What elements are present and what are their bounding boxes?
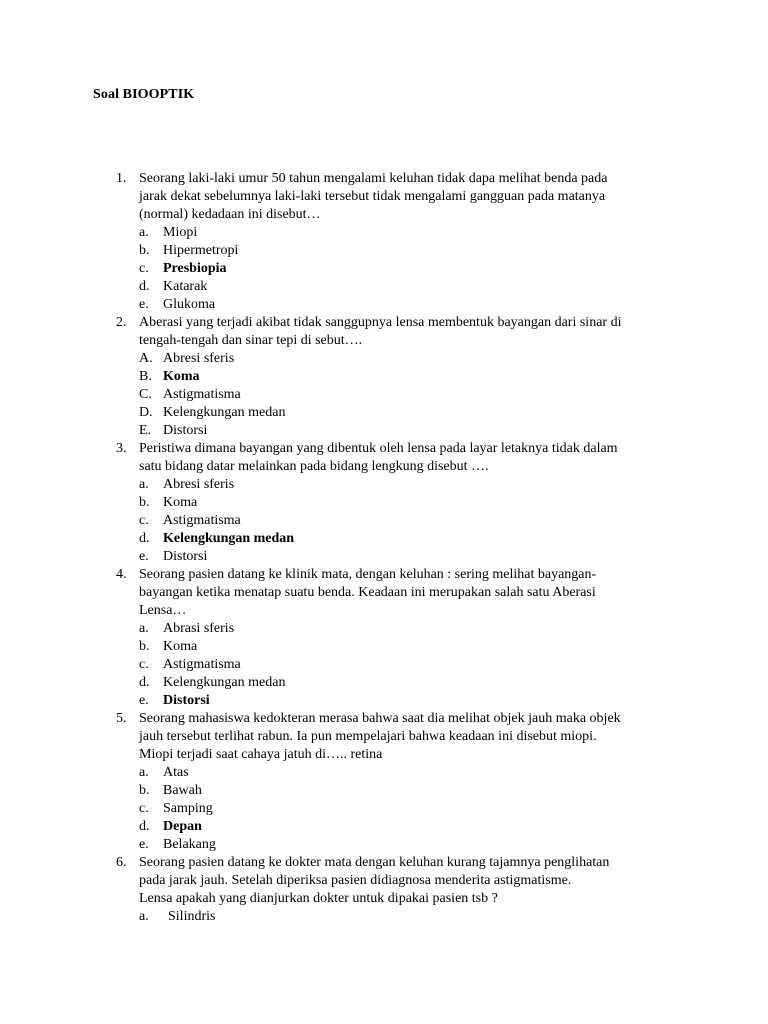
answer-option [0, 296, 768, 314]
answer-option [0, 422, 768, 440]
option-letter: d. [139, 819, 150, 834]
answer-option [0, 512, 768, 530]
option-text: Katarak [163, 279, 208, 294]
option-letter: d. [139, 279, 150, 294]
option-text: Astigmatisma [163, 513, 241, 528]
option-letter: b. [139, 639, 150, 654]
option-letter: A. [139, 351, 153, 366]
question-2 [0, 314, 768, 440]
answer-option [0, 260, 768, 278]
question-3 [0, 440, 768, 566]
option-text: Samping [163, 801, 213, 816]
option-letter: D. [139, 405, 153, 420]
question-1 [0, 170, 768, 314]
question-text: Aberasi yang terjadi akibat tidak sanggupnya lensa membentuk bayangan dari sinar di tengah-tengah dan sinar tepi di sebut…. [139, 315, 622, 348]
question-text: Peristiwa dimana bayangan yang dibentuk oleh lensa pada layar letaknya tidak dalam satu bidang datar melainkan pada bidang lengkung disebut …. [139, 441, 618, 474]
option-letter: a. [139, 621, 149, 636]
option-text: Kelengkungan medan [163, 675, 286, 690]
option-letter: e. [139, 693, 149, 708]
option-text: Astigmatisma [163, 657, 241, 672]
option-text: Koma [163, 639, 198, 654]
question-text: Seorang laki-laki umur 50 tahun mengalami keluhan tidak dapa melihat benda pada jarak dekat sebelumnya laki-laki tersebut tidak mengalami gangguan pada matanya (normal) kedadaan ini disebut… [139, 171, 608, 222]
answer-option [0, 386, 768, 404]
option-text: Bawah [163, 783, 202, 798]
option-text: Distorsi [163, 549, 208, 564]
answer-option [0, 548, 768, 566]
answer-option [0, 836, 768, 854]
question-number: 3. [116, 441, 127, 456]
option-text: Belakang [163, 837, 216, 852]
answer-option [0, 494, 768, 512]
question-number: 2. [116, 315, 127, 330]
answer-option [0, 782, 768, 800]
option-letter: b. [139, 783, 150, 798]
question-text: Seorang pasien datang ke klinik mata, dengan keluhan : sering melihat bayangan- bayangan ketika menatap suatu benda. Keadaan ini merupakan salah satu Aberasi Lensa… [139, 567, 597, 618]
question-6 [0, 854, 768, 926]
option-text: Koma [163, 495, 198, 510]
option-letter: e. [139, 549, 149, 564]
option-letter: e. [139, 837, 149, 852]
option-text: Distorsi [163, 423, 208, 438]
option-letter: c. [139, 513, 149, 528]
option-text: Abresi sferis [163, 351, 235, 366]
correct-answer-text: Depan [163, 819, 202, 834]
correct-answer-text: Presbiopia [163, 261, 227, 276]
answer-option [0, 620, 768, 638]
option-letter: b. [139, 243, 150, 258]
question-number: 5. [116, 711, 127, 726]
answer-option [0, 350, 768, 368]
question-number: 6. [116, 855, 127, 870]
option-text: Abresi sferis [163, 477, 235, 492]
answer-option [0, 368, 768, 386]
correct-answer-text: Kelengkungan medan [163, 531, 295, 546]
option-letter: E. [139, 423, 152, 438]
option-text: Silindris [168, 909, 216, 924]
option-text: Hipermetropi [163, 243, 239, 258]
option-letter: d. [139, 531, 150, 546]
answer-option [0, 530, 768, 548]
question-4 [0, 566, 768, 710]
option-letter: c. [139, 657, 149, 672]
question-text: Seorang pasien datang ke dokter mata dengan keluhan kurang tajamnya penglihatan pada jarak jauh. Setelah diperiksa pasien didiagnosa menderita astigmatisme. Lensa apakah yang dianjurkan dokter untuk dipakai pasien tsb ? [139, 855, 610, 906]
option-letter: a. [139, 225, 149, 240]
question-number: 1. [116, 171, 127, 186]
page-title: Soal BIOOPTIK [93, 87, 195, 102]
option-letter: B. [139, 369, 152, 384]
option-letter: d. [139, 675, 150, 690]
answer-option [0, 692, 768, 710]
option-text: Glukoma [163, 297, 216, 312]
answer-option [0, 800, 768, 818]
option-letter: a. [139, 909, 149, 924]
answer-option [0, 638, 768, 656]
question-text: Seorang mahasiswa kedokteran merasa bahwa saat dia melihat objek jauh maka objek jauh tersebut terlihat rabun. Ia pun mempelajari bahwa keadaan ini disebut miopi. Miopi terjadi saat cahaya jatuh di….. retina [139, 711, 621, 762]
option-letter: c. [139, 801, 149, 816]
answer-option [0, 764, 768, 782]
option-letter: e. [139, 297, 149, 312]
option-letter: a. [139, 765, 149, 780]
option-letter: C. [139, 387, 152, 402]
answer-option [0, 656, 768, 674]
option-text: Kelengkungan medan [163, 405, 286, 420]
option-letter: b. [139, 495, 150, 510]
option-text: Abrasi sferis [163, 621, 235, 636]
question-list [0, 170, 768, 926]
correct-answer-text: Distorsi [163, 693, 210, 708]
option-text: Astigmatisma [163, 387, 241, 402]
option-letter: c. [139, 261, 149, 276]
option-letter: a. [139, 477, 149, 492]
answer-option [0, 908, 768, 926]
answer-option [0, 818, 768, 836]
answer-option [0, 224, 768, 242]
question-5 [0, 710, 768, 854]
question-number: 4. [116, 567, 127, 582]
correct-answer-text: Koma [163, 369, 200, 384]
answer-option [0, 404, 768, 422]
answer-option [0, 674, 768, 692]
answer-option [0, 476, 768, 494]
option-text: Miopi [163, 225, 198, 240]
answer-option [0, 242, 768, 260]
option-text: Atas [163, 765, 189, 780]
answer-option [0, 278, 768, 296]
